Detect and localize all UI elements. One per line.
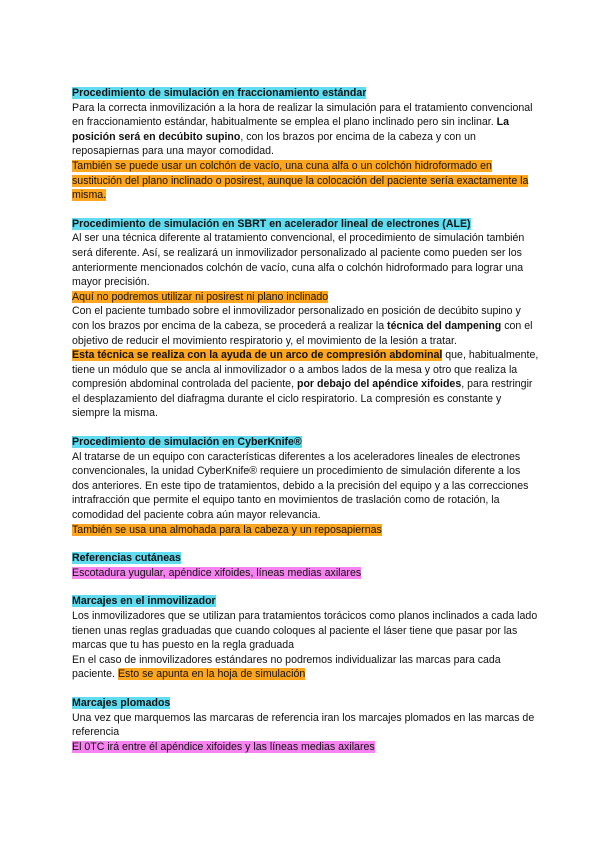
highlighted-note <box>72 159 540 203</box>
bold-text: La posición será en decúbito supino <box>72 116 509 143</box>
paragraph <box>72 101 540 159</box>
note-text: Escotadura yugular, apéndice xifoides, líneas medias axilares <box>72 566 362 579</box>
heading-text: Procedimiento de simulación en CyberKnife® <box>72 436 302 449</box>
heading-text: Marcajes plomados <box>72 696 171 709</box>
highlighted-note <box>72 566 540 581</box>
heading-text: Marcajes en el inmovilizador <box>72 595 216 608</box>
section-heading <box>72 86 540 101</box>
section-heading <box>72 551 540 566</box>
paragraph <box>72 653 540 682</box>
text-run: En el caso de inmovilizadores estándares no podremos individualizar las marcas para cada paciente. <box>72 653 501 681</box>
highlighted-note <box>72 740 540 755</box>
section-sbrt <box>72 217 540 421</box>
paragraph <box>72 348 540 421</box>
heading-text: Referencias cutáneas <box>72 552 181 565</box>
highlighted-note <box>72 523 540 538</box>
paragraph: Los inmovilizadores que se utilizan para tratamientos torácicos como planos inclinados a cada lado tienen unas reglas graduadas que cuando coloques al paciente el láser tiene que pasar por las marcas que tu has puesto en la regla graduada <box>72 610 538 652</box>
section-fraccionamiento <box>72 86 540 203</box>
paragraph: Una vez que marquemos las marcaras de referencia iran los marcajes plomados en las marcas de referencia <box>72 711 535 739</box>
bold-text: técnica del dampening <box>387 319 502 332</box>
note-text: Esto se apunta en la hoja de simulación <box>117 668 306 681</box>
paragraph: Al ser una técnica diferente al tratamiento convencional, el procedimiento de simulación también será diferente. Así, se realizará un inmovilizador personalizado al paciente como pueden ser los anteriormente mencionados colchón de vacío, cuna alfa o colchón hidroformado para lograr una mayor precisión. <box>72 232 525 289</box>
section-marcajes-plomados <box>72 696 540 754</box>
text-run: que, habitualmente, tiene un módulo que se ancla al inmovilizador o a ambos lados de la mesa y otro que realiza la compresión abdominal controlada del paciente, <box>72 349 539 391</box>
paragraph: Al tratarse de un equipo con características diferentes a los aceleradores lineales de electrones convencionales, la unidad CyberKnife® requiere un procedimiento de simulación diferente a los dos anteriores. En este tipo de tratamientos, debido a la precisión del equipo y a las correcciones intrafracción que permite el equipo tanto en movimientos de traslación como de rotación, la comodidad del paciente cobra aún mayor relevancia. <box>72 450 529 522</box>
text-run: Con el paciente tumbado sobre el inmovilizador personalizado en posición de decúbito supino y con los brazos por encima de la cabeza, se procederá a realizar la <box>72 305 521 332</box>
text-run: con el objetivo de reducir el movimiento respiratorio y, el movimiento de la lesión a tratar. <box>72 319 533 347</box>
heading-text: Procedimiento de simulación en fraccionamiento estándar <box>72 87 367 99</box>
text-run: , con los brazos por encima de la cabeza y con un reposapiernas para una mayor comodidad. <box>72 130 476 158</box>
note-text: También se usa una almohada para la cabeza y un reposapiernas <box>72 523 382 536</box>
bold-text: por debajo del apéndice xifoides <box>296 378 462 391</box>
section-referencias <box>72 551 540 580</box>
text-run: Para la correcta inmovilización a la hora de realizar la simulación para el tratamiento convencional en fraccionamiento estándar, habitualmente se emplea el plano inclinado pero sin inclinar. <box>72 101 533 129</box>
section-heading <box>72 594 540 609</box>
document-content <box>72 86 540 768</box>
paragraph <box>72 304 540 348</box>
note-text: Aquí no podremos utilizar ni posirest ni plano inclinado <box>72 290 329 303</box>
section-marcajes-inmovilizador <box>72 594 540 682</box>
note-text: El 0TC irá entre él apéndice xifoides y las líneas medias axilares <box>72 740 375 753</box>
text-run: , para restringir el desplazamiento del diafragma durante el ciclo respiratorio. La compresión es constante y siempre la misma. <box>72 378 533 420</box>
highlighted-note <box>72 290 540 305</box>
note-text: También se puede usar un colchón de vacío, una cuna alfa o un colchón hidroformado en sustitución del plano inclinado o posirest, aunque la colocación del paciente sería exactamente la misma. <box>72 159 529 202</box>
section-cyberknife <box>72 435 540 537</box>
section-heading <box>72 435 540 450</box>
section-heading <box>72 217 540 232</box>
heading-text: Procedimiento de simulación en SBRT en acelerador lineal de electrones (ALE) <box>72 217 471 230</box>
section-heading <box>72 696 540 711</box>
bold-highlighted-text: Esta técnica se realiza con la ayuda de un arco de compresión abdominal <box>72 349 443 362</box>
